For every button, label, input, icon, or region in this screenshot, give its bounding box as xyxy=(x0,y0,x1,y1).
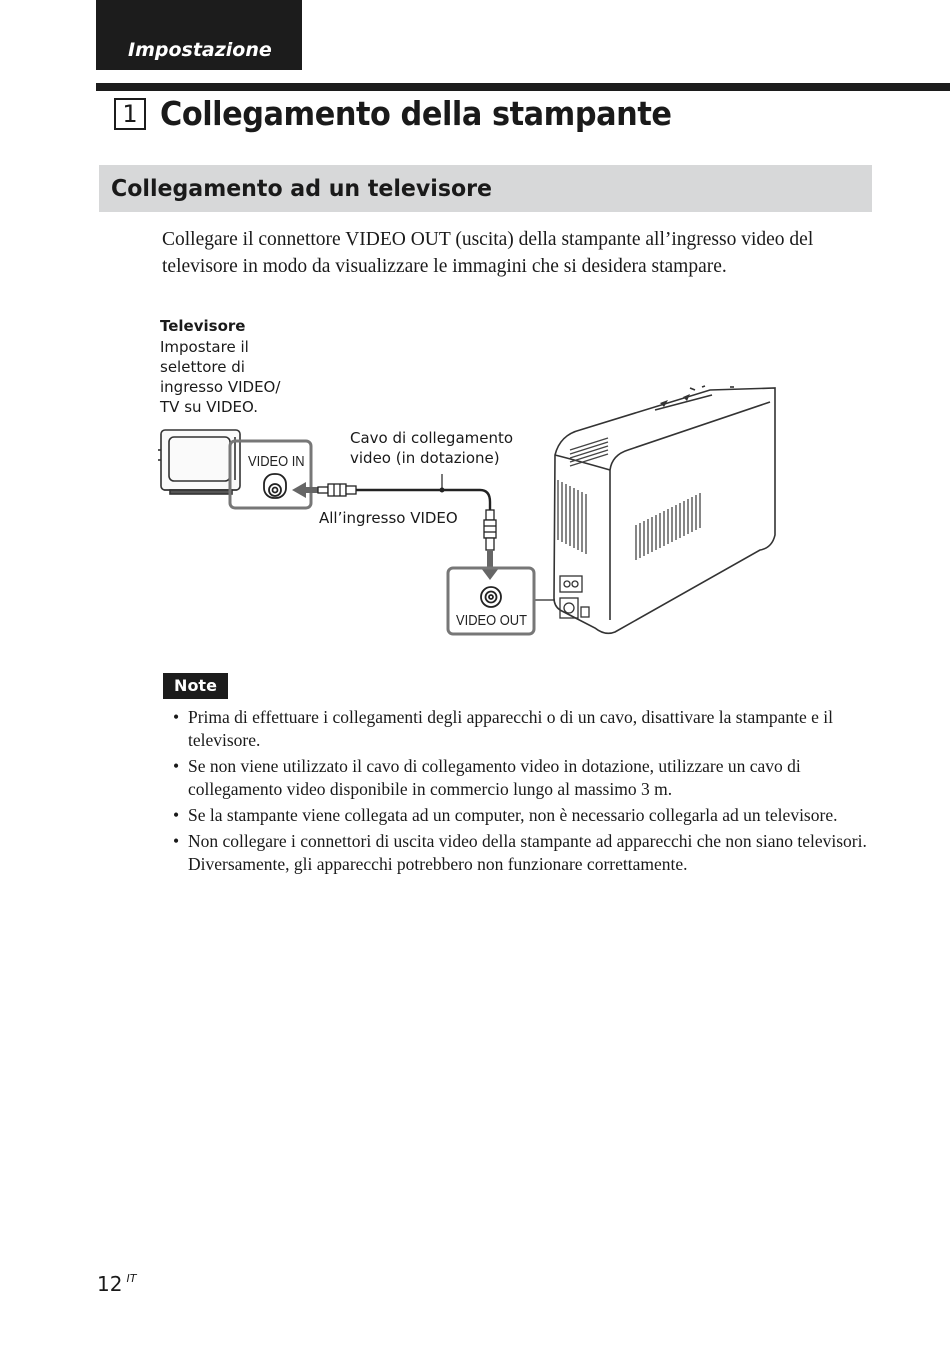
note-badge: Note xyxy=(163,673,228,699)
rca-plug-down xyxy=(484,510,496,550)
printer-icon xyxy=(554,386,775,633)
video-input-label: All’ingresso VIDEO xyxy=(319,509,458,527)
connection-diagram xyxy=(150,310,790,650)
video-out-jack-icon xyxy=(481,587,501,607)
page-number xyxy=(97,1272,136,1296)
notes-list xyxy=(172,706,872,879)
note-item: • Se non viene utilizzato il cavo di collegamento video in dotazione, utilizzare un cavo di collegamento video disponibile in commercio lungo al massimo 3 m. xyxy=(172,755,872,801)
rca-plug-left xyxy=(318,484,356,496)
subsection-title: Collegamento ad un televisore xyxy=(111,175,493,202)
tv-instruction-label: Impostare il selettore di ingresso VIDEO/ TV su VIDEO. xyxy=(160,338,281,416)
arrow-down-icon xyxy=(481,568,499,580)
language-code: IT xyxy=(126,1272,137,1285)
tv-title-label: Televisore xyxy=(160,317,246,335)
page-number-value: 12 xyxy=(97,1272,123,1296)
subsection-band xyxy=(99,165,872,212)
video-in-jack-icon xyxy=(264,474,286,498)
video-in-port-label: VIDEO IN xyxy=(248,453,305,470)
intro-paragraph: Collegare il connettore VIDEO OUT (uscita) della stampante all’ingresso video del televisore in modo da visualizzare le immagini che si desidera stampare. xyxy=(162,229,814,277)
cable-label: Cavo di collegamento video (in dotazione) xyxy=(350,429,514,467)
note-item: • Prima di effettuare i collegamenti degli apparecchi o di un cavo, disattivare la stampante e il televisore. xyxy=(172,706,872,752)
note-item: • Non collegare i connettori di uscita video della stampante ad apparecchi che non siano televisori. Diversamente, gli apparecchi potrebbero non funzionare correttamente. xyxy=(172,830,872,876)
header-rule xyxy=(96,83,950,91)
arrow-left-icon xyxy=(292,482,306,498)
page-title xyxy=(114,94,716,133)
note-item: • Se la stampante viene collegata ad un computer, non è necessario collegarla ad un televisore. xyxy=(172,804,872,827)
section-tab: Impostazione xyxy=(96,0,302,70)
video-cable xyxy=(356,490,490,510)
step-number-box: 1 xyxy=(114,98,146,130)
video-out-port-label: VIDEO OUT xyxy=(456,612,527,629)
page-title-text: Collegamento della stampante xyxy=(160,94,672,133)
tv-icon xyxy=(158,430,240,494)
